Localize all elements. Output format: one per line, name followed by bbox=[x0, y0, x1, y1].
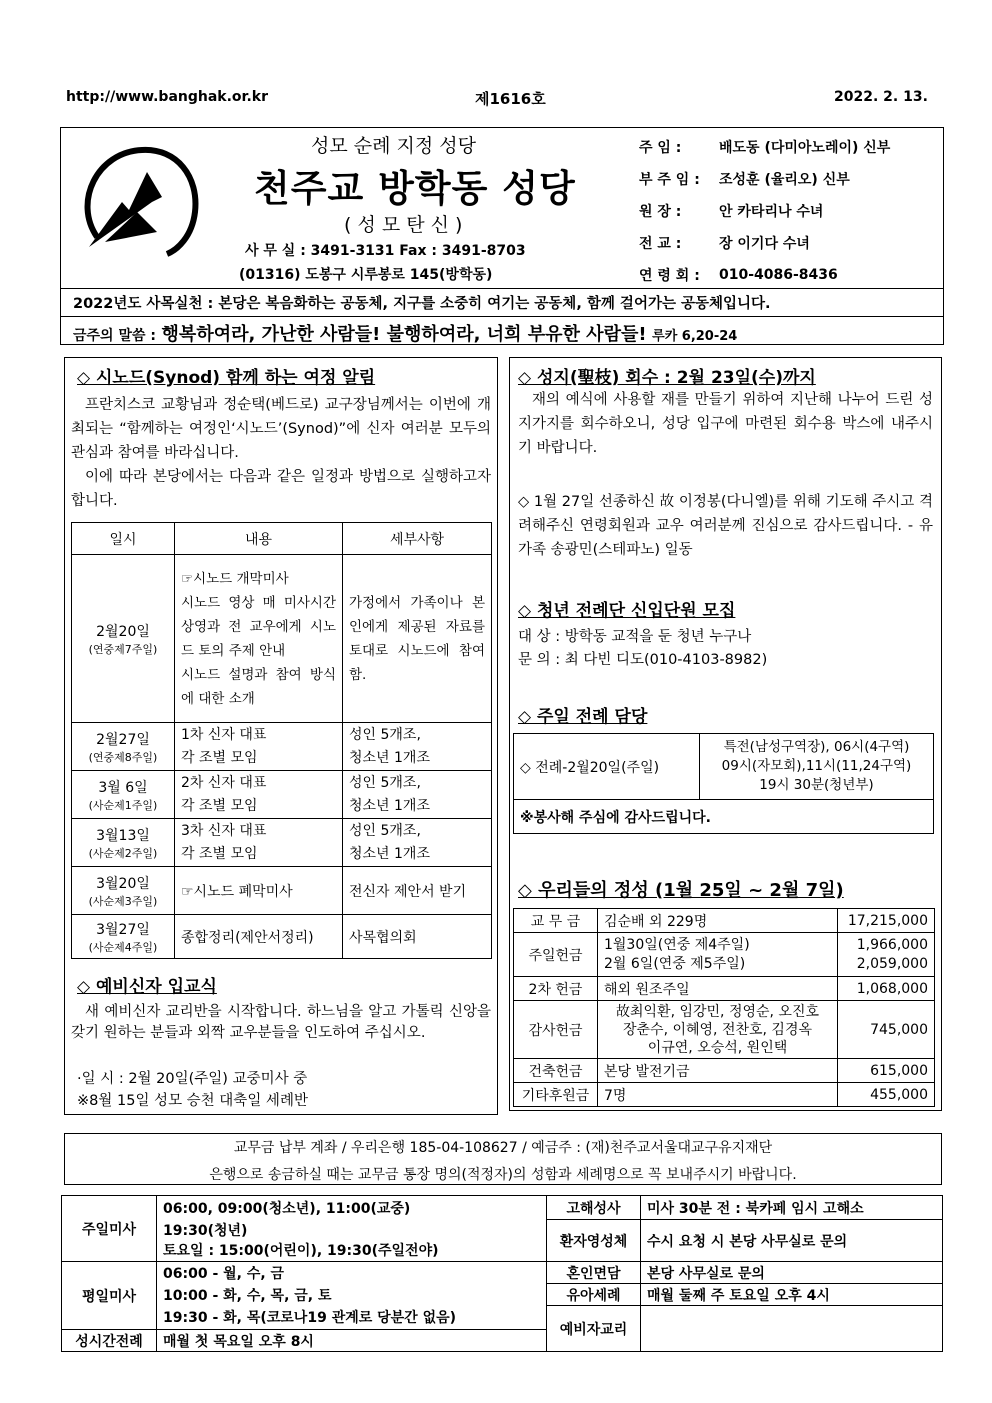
issue-number: 제1616호 bbox=[475, 90, 546, 108]
pastoral-motto: 2022년도 사목실천 : 본당은 복음화하는 공동체, 지구를 소중히 여기는 공동체, 함께 걸어가는 공동체입니다. bbox=[73, 296, 771, 312]
divider bbox=[61, 288, 943, 289]
table-row: 감사헌금 故최익환, 임강민, 정영순, 오진호 장춘수, 이혜영, 전찬호, 김경옥 이규연, 오승석, 원인택 745,000 bbox=[514, 1001, 935, 1059]
youth-title: ◇ 청년 전례단 신입단원 모집 bbox=[518, 601, 736, 621]
weekday-mass-label: 평일미사 bbox=[62, 1262, 157, 1330]
weekly-word: 금주의 말씀 : 행복하여라, 가난한 사람들! 불행하여라, 너희 부유한 사람들! 루카 6,20-24 bbox=[73, 324, 738, 345]
header-subtitle: 성모 순례 지정 성당 bbox=[311, 135, 476, 157]
synod-paragraph-2: 이에 따라 본당에서는 다음과 같은 일정과 방법으로 실행하고자 합니다. bbox=[71, 469, 491, 509]
offering-table bbox=[513, 908, 935, 1107]
catechumen-date: ·일 시 : 2월 20일(주일) 교중미사 중 bbox=[77, 1071, 308, 1087]
table-row: 3월27일 (사순제4주일) 종합정리(제안서정리) 사목협의회 bbox=[72, 915, 492, 959]
palms-title: ◇ 성지(聖枝) 회수 : 2월 23일(수)까지 bbox=[518, 368, 816, 388]
liturgy-left: ◇ 전례-2월20일(주일) bbox=[514, 734, 700, 800]
bank-account: 교무금 납부 계좌 / 우리은행 185-04-108627 / 예금주 : (재)천주교서울대교구유지재단 bbox=[233, 1140, 773, 1156]
table-row: 교 무 금 김순배 외 229명 17,215,000 bbox=[514, 909, 935, 933]
offering-title: ◇ 우리들의 정성 (1월 25일 ~ 2월 7일) bbox=[518, 880, 844, 901]
table-header: 일시 bbox=[72, 523, 175, 555]
table-row: 3월20일 (사순제3주일) ☞시노드 폐막미사 전신자 제안서 받기 bbox=[72, 867, 492, 915]
palms-paragraph: 재의 예식에 사용할 재를 만들기 위하여 지난해 나누어 드린 성지가지를 회수하오니, 성당 입구에 마련된 회수용 박스에 내주시기 바랍니다. bbox=[518, 392, 933, 456]
staff-list: 주 임 : 배도동 (다미아노레이) 신부 부 주 임 : 조성훈 (율리오) 신부 원 장 : 안 카타리나 수녀 전 교 : 장 이기다 수녀 연 령 회 : 010-4086-8436 bbox=[639, 140, 891, 284]
liturgy-table bbox=[513, 733, 934, 834]
mass-schedule-table: 주일미사 06:00, 09:00(청소년), 11:00(교중) 고해성사 미사 30분 전 : 북카페 임시 고해소 19:30(청년) 환자영성체 수시 요청 시 본당 사무실로 문의 토요일 : 15:00(어린이), 19:30(주일전야) 평일미사 06:00 - 월, 수, 금 혼인면담 본당 사무실로 문의 10:00 - 화, 수, 목, 금, 토 유아세례 매월 둘째 주 토요일 오후 4시 19:30 - 화, 목(코로나19 관계로 당분간 없음) 예비자교리 성시간전례 매월 첫 목요일 오후 8시 bbox=[61, 1195, 943, 1352]
thanks-paragraph: ◇ 1월 27일 선종하신 故 이정봉(다니엘)를 위해 기도해 주시고 격려해주신 연령회원과 교우 여러분께 진심으로 감사드립니다. - 유가족 송광민(스테파노) 일동 bbox=[518, 494, 933, 558]
table-row: 2월20일 (연중제7주일) ☞시노드 개막미사 시노드 영상 매 미사시간 상영과 전 교우에게 시노드 토의 주제 안내 시노드 설명과 참여 방식에 대한 소개 가정에서 가족이나 본인에게 제공된 자료를 토대로 시노드에 참여함. bbox=[72, 555, 492, 723]
masthead bbox=[60, 127, 944, 345]
bank-account-box bbox=[64, 1133, 942, 1185]
catechumen-title: ◇ 예비신자 입교식 bbox=[77, 977, 217, 997]
sunday-mass-label: 주일미사 bbox=[62, 1196, 157, 1262]
youth-target: 대 상 : 방학동 교적을 둔 청년 누구나 bbox=[518, 629, 752, 645]
adoration-label: 성시간전례 bbox=[62, 1330, 157, 1352]
parish-address: (01316) 도봉구 시루봉로 145(방학동) bbox=[239, 267, 493, 283]
parish-title: 천주교 방학동 성당 bbox=[254, 167, 576, 210]
table-row: 2차 헌금 해외 원조주일 1,068,000 bbox=[514, 977, 935, 1001]
sick-communion-label: 환자영성체 bbox=[547, 1220, 641, 1262]
table-header: 세부사항 bbox=[343, 523, 492, 555]
bank-note: 은행으로 송금하실 때는 교무금 통장 명의(적정자)의 성함과 세례명으로 꼭 보내주시기 바랍니다. bbox=[209, 1167, 797, 1183]
synod-paragraph-1: 프란치스코 교황님과 정순택(베드로) 교구장님께서는 이번에 개최되는 “함께하는 여정인‘시노드’(Synod)”에 신자 여러분 모두의 관심과 참여를 바라십니다. bbox=[71, 397, 491, 461]
liturgy-note: ※봉사해 주심에 감사드립니다. bbox=[514, 800, 934, 834]
table-row: 3월13일 (사순제2주일) 3차 신자 대표 각 조별 모임 성인 5개조, 청소년 1개조 bbox=[72, 819, 492, 867]
infant-baptism-label: 유아세례 bbox=[547, 1284, 641, 1306]
liturgy-title: ◇ 주일 전례 담당 bbox=[518, 707, 648, 727]
table-row: 3월 6일 (사순제1주일) 2차 신자 대표 각 조별 모임 성인 5개조, 청소년 1개조 bbox=[72, 771, 492, 819]
liturgy-right: 특전(남성구역장), 06시(4구역) 09시(자모회),11시(11,24구역) 19시 30분(청년부) bbox=[700, 734, 934, 800]
catechumen-paragraph: 새 예비신자 교리반을 시작합니다. 하느님을 알고 가톨릭 신앙을 갖기 원하는 분들과 외짝 교우분들을 인도하여 주십시오. bbox=[71, 1004, 491, 1041]
table-row: 기타후원금 7명 455,000 bbox=[514, 1083, 935, 1107]
header-subtitle-2: ( 성 모 탄 신 ) bbox=[344, 214, 463, 236]
confession-label: 고해성사 bbox=[547, 1196, 641, 1220]
office-phone: 사 무 실 : 3491-3131 Fax : 3491-8703 bbox=[245, 243, 526, 259]
website-url[interactable]: http://www.banghak.or.kr bbox=[66, 89, 268, 105]
synod-schedule-table bbox=[71, 522, 492, 959]
right-column bbox=[509, 357, 942, 1111]
divider bbox=[61, 316, 943, 317]
table-header: 내용 bbox=[175, 523, 343, 555]
marriage-label: 혼인면담 bbox=[547, 1262, 641, 1284]
table-row: 주일헌금 1월30일(연중 제4주일) 2월 6일(연중 제5주일) 1,966,000 2,059,000 bbox=[514, 933, 935, 977]
table-row: 2월27일 (연중제8주일) 1차 신자 대표 각 조별 모임 성인 5개조, 청소년 1개조 bbox=[72, 723, 492, 771]
catechumen-class-label: 예비자교리 bbox=[547, 1306, 641, 1352]
synod-title: ◇ 시노드(Synod) 함께 하는 여정 알림 bbox=[77, 368, 376, 388]
parish-logo-icon bbox=[67, 142, 207, 262]
issue-date: 2022. 2. 13. bbox=[834, 89, 928, 105]
table-row: 건축헌금 본당 발전기금 615,000 bbox=[514, 1059, 935, 1083]
catechumen-note: ※8월 15일 성모 승천 대축일 세례반 bbox=[77, 1093, 308, 1109]
youth-contact: 문 의 : 최 다빈 디도(010-4103-8982) bbox=[518, 652, 768, 668]
left-column bbox=[64, 357, 498, 1115]
